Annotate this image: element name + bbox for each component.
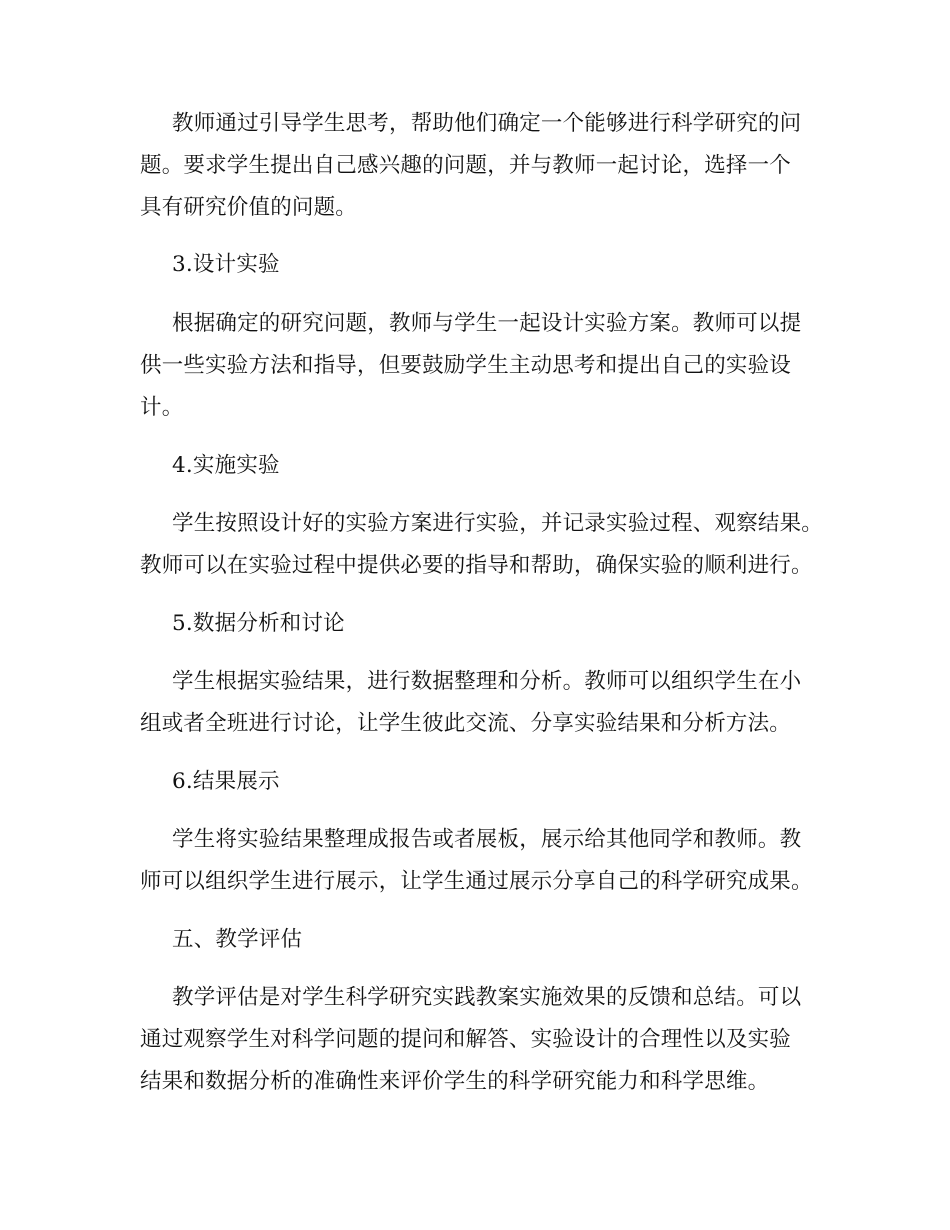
- paragraph-intro-line-2: 题。要求学生提出自己感兴趣的问题，并与教师一起讨论，选择一个: [140, 153, 792, 178]
- section-heading-implement: 4.实施实验: [172, 453, 280, 478]
- paragraph-analysis-line-2: 组或者全班进行讨论，让学生彼此交流、分享实验结果和分析方法。: [140, 711, 792, 736]
- paragraph-design-line-2: 供一些实验方法和指导，但要鼓励学生主动思考和提出自己的实验设: [140, 353, 792, 378]
- paragraph-evaluation-line-2: 通过观察学生对科学问题的提问和解答、实验设计的合理性以及实验: [140, 1027, 792, 1052]
- paragraph-evaluation-line-1: 教学评估是对学生科学研究实践教案实施效果的反馈和总结。可以: [172, 985, 802, 1010]
- paragraph-design-line-1: 根据确定的研究问题，教师与学生一起设计实验方案。教师可以提: [172, 311, 802, 336]
- paragraph-analysis-line-1: 学生根据实验结果，进行数据整理和分析。教师可以组织学生在小: [172, 669, 802, 694]
- paragraph-implement-line-2: 教师可以在实验过程中提供必要的指导和帮助，确保实验的顺利进行。: [140, 553, 813, 578]
- paragraph-implement-line-1: 学生按照设计好的实验方案进行实验，并记录实验过程、观察结果。: [172, 511, 824, 536]
- paragraph-showcase-line-2: 师可以组织学生进行展示，让学生通过展示分享自己的科学研究成果。: [140, 869, 813, 894]
- paragraph-intro-line-3: 具有研究价值的问题。: [140, 195, 358, 220]
- paragraph-evaluation-line-3: 结果和数据分析的准确性来评价学生的科学研究能力和科学思维。: [140, 1069, 770, 1094]
- section-heading-showcase: 6.结果展示: [172, 769, 280, 794]
- paragraph-intro-line-1: 教师通过引导学生思考，帮助他们确定一个能够进行科学研究的问: [172, 111, 802, 136]
- paragraph-showcase-line-1: 学生将实验结果整理成报告或者展板，展示给其他同学和教师。教: [172, 827, 802, 852]
- section-heading-evaluation: 五、教学评估: [172, 927, 303, 952]
- section-heading-design: 3.设计实验: [172, 252, 280, 277]
- section-heading-analysis: 5.数据分析和讨论: [172, 611, 345, 636]
- paragraph-design-line-3: 计。: [140, 395, 184, 420]
